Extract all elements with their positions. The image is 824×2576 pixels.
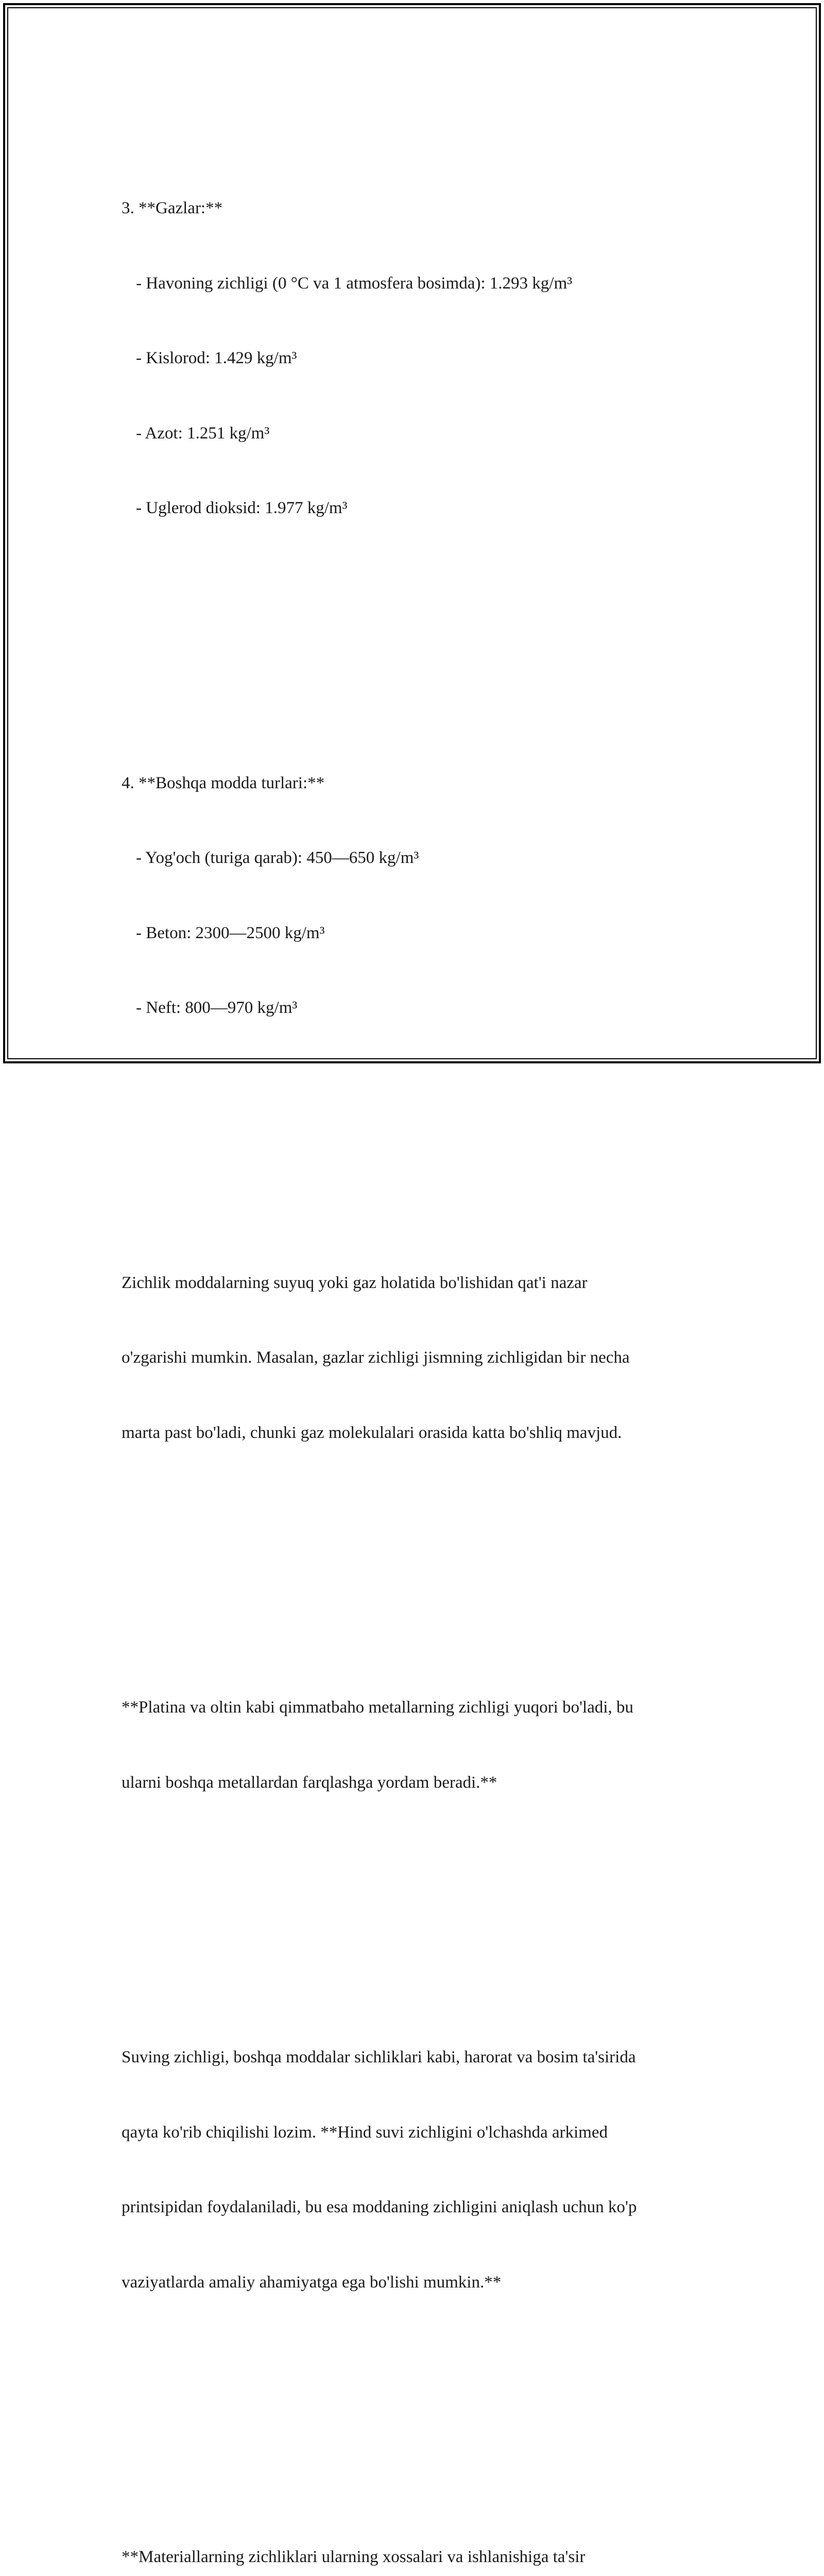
list-item: - Beton: 2300—2500 kg/m³ bbox=[136, 923, 325, 942]
document-body bbox=[122, 96, 703, 2576]
paragraph-gap bbox=[122, 1895, 703, 1920]
text-line: marta past bo'ladi, chunki gaz molekulalari orasida katta bo'shliq mavjud. bbox=[122, 1423, 622, 1442]
text-line: qayta ko'rib chiqilishi lozim. **Hind suvi zichligini o'lchashda arkimed bbox=[122, 2123, 608, 2142]
list-item: - Neft: 800—970 kg/m³ bbox=[136, 998, 298, 1017]
section-heading: 3. **Gazlar:** bbox=[122, 199, 223, 217]
list-item: - Uglerod dioksid: 1.977 kg/m³ bbox=[136, 499, 348, 517]
text-line: **Materiallarning zichliklari ularning xossalari va ishlanishiga ta'sir bbox=[122, 2548, 586, 2566]
text-line: printsipidan foydalaniladi, bu esa moddaning zichligini aniqlash uchun ko'p bbox=[122, 2198, 637, 2216]
list-item: - Havoning zichligi (0 °C va 1 atmosfera bosimda): 1.293 kg/m³ bbox=[136, 274, 573, 293]
text-line: Suving zichligi, boshqa moddalar sichliklari kabi, harorat va bosim ta'sirida bbox=[122, 2048, 636, 2066]
paragraph-gap bbox=[122, 1121, 703, 1146]
paragraph bbox=[122, 1995, 703, 2345]
paragraph-gap bbox=[122, 2395, 703, 2420]
text-line: Zichlik moddalarning suyuq yoki gaz holatida bo'lishidan qat'i nazar bbox=[122, 1273, 588, 1292]
list-item: - Azot: 1.251 kg/m³ bbox=[136, 423, 270, 443]
paragraph bbox=[122, 2495, 703, 2576]
text-line: ularni boshqa metallardan farqlashga yordam beradi.** bbox=[122, 1773, 497, 1792]
section-other-substances bbox=[122, 721, 703, 1071]
paragraph bbox=[122, 1645, 703, 1845]
text-line: vaziyatlarda amaliy ahamiyatga ega bo'lishi mumkin.** bbox=[122, 2273, 502, 2292]
paragraph-gap bbox=[122, 1545, 703, 1570]
paragraph-gap bbox=[122, 621, 703, 646]
text-line: o'zgarishi mumkin. Masalan, gazlar zichligi jismning zichligidan bir necha bbox=[122, 1348, 630, 1367]
paragraph bbox=[122, 1221, 703, 1496]
list-item: - Yog'och (turiga qarab): 450—650 kg/m³ bbox=[136, 849, 419, 867]
text-line: **Platina va oltin kabi qimmatbaho metallarning zichligi yuqori bo'ladi, bu bbox=[122, 1698, 633, 1717]
section-heading: 4. **Boshqa modda turlari:** bbox=[122, 773, 325, 792]
section-gases bbox=[122, 146, 703, 571]
list-item: - Kislorod: 1.429 kg/m³ bbox=[136, 349, 297, 367]
